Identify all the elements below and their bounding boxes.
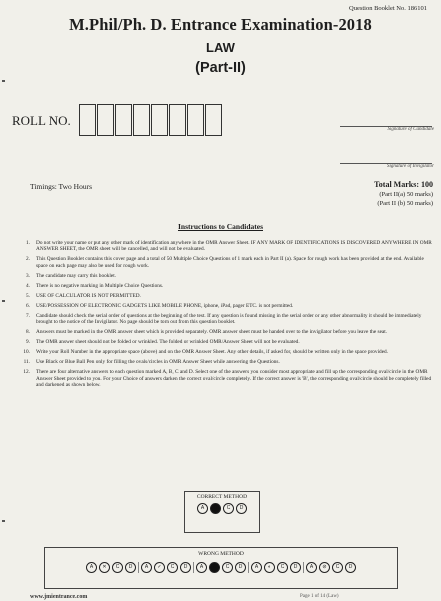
instruction-number: 9. xyxy=(26,339,30,346)
instruction-number: 6. xyxy=(26,302,30,309)
wrong-example-bubble: C xyxy=(222,562,233,573)
instruction-number: 8. xyxy=(26,329,30,336)
instruction-text: There is no negative marking in Multiple Choice Questions. xyxy=(36,282,164,289)
answer-bubble-d: D xyxy=(236,503,247,514)
instruction-number: 7. xyxy=(26,312,30,319)
wrong-example-bubble: C xyxy=(112,562,123,573)
instruction-text: This Question Booklet contains this cover page and a total of 50 Multiple Choice Questions of 1 mark each in Part II (a). Space for rough work has been provided at the end. Available space on each page may also be used for rough work. xyxy=(36,256,424,269)
instruction-item xyxy=(14,240,435,253)
wrong-example-bubble: A xyxy=(141,562,152,573)
roll-digit-box[interactable] xyxy=(115,104,132,136)
correct-method-bubbles xyxy=(185,503,259,514)
instruction-number: 12. xyxy=(23,369,30,376)
instruction-item xyxy=(14,313,435,326)
answer-bubble-a: A xyxy=(197,503,208,514)
instruction-item xyxy=(14,283,435,289)
wrong-example-group xyxy=(249,562,304,573)
footer-website-link[interactable]: www.jmientrance.com xyxy=(30,594,88,600)
wrong-example-bubble: A xyxy=(306,562,317,573)
wrong-example-bubble: A xyxy=(251,562,262,573)
wrong-example-bubble: A xyxy=(86,562,97,573)
wrong-example-bubble: ◐ xyxy=(264,562,275,573)
instruction-number: 2. xyxy=(26,256,30,263)
wrong-example-bubble: A xyxy=(196,562,207,573)
wrong-example-bubble: D xyxy=(180,562,191,573)
wrong-example-bubble: D xyxy=(235,562,246,573)
wrong-example-bubble: ● xyxy=(209,562,220,573)
roll-digit-box[interactable] xyxy=(151,104,168,136)
part-a-marks: (Part II(a) 50 marks) xyxy=(379,191,433,198)
instruction-number: 5. xyxy=(26,292,30,299)
wrong-method-title: WRONG METHOD xyxy=(198,551,244,557)
wrong-example-bubble: D xyxy=(345,562,356,573)
answer-bubble-b: B xyxy=(210,503,221,514)
wrong-example-bubble: C xyxy=(167,562,178,573)
wrong-example-bubble: C xyxy=(277,562,288,573)
wrong-example-group xyxy=(304,562,358,573)
roll-digit-box[interactable] xyxy=(205,104,222,136)
instruction-item xyxy=(14,369,435,388)
wrong-example-bubble: D xyxy=(125,562,136,573)
subject-title: LAW xyxy=(206,40,235,55)
roll-number-label: ROLL NO. xyxy=(12,113,71,128)
booklet-number: Question Booklet No. 186101 xyxy=(349,5,427,12)
margin-mark xyxy=(2,520,5,522)
instruction-text: USE OF CALCULATOR IS NOT PERMITTED. xyxy=(36,292,141,299)
wrong-example-bubble: ✕ xyxy=(99,562,110,573)
wrong-example-bubble: ✓ xyxy=(154,562,165,573)
correct-method-box xyxy=(184,491,260,533)
candidate-signature-label: Signature of Candidate xyxy=(387,127,434,132)
roll-number-boxes[interactable] xyxy=(79,104,223,136)
wrong-example-group xyxy=(139,562,194,573)
instruction-text: Answers must be marked in the OMR answer sheet which is provided separately. OMR answer sheet must be handed over to the invigilator before you leave the seat. xyxy=(36,329,388,336)
roll-digit-box[interactable] xyxy=(79,104,96,136)
instruction-number: 1. xyxy=(26,240,30,246)
instruction-item xyxy=(14,303,435,309)
margin-mark xyxy=(2,80,5,82)
instructions-heading: Instructions to Candidates xyxy=(177,222,263,231)
margin-mark xyxy=(2,300,5,302)
instruction-item xyxy=(14,293,435,299)
wrong-method-box xyxy=(44,547,398,589)
instruction-text: The candidate may carry this booklet. xyxy=(36,272,117,279)
part-title: (Part-II) xyxy=(195,60,246,76)
wrong-method-examples xyxy=(45,562,397,573)
roll-digit-box[interactable] xyxy=(169,104,186,136)
correct-method-title: CORRECT METHOD xyxy=(196,494,248,500)
wrong-example-group xyxy=(194,562,249,573)
roll-digit-box[interactable] xyxy=(133,104,150,136)
timing-text: Timings: Two Hours xyxy=(30,182,92,191)
instruction-item xyxy=(14,273,435,279)
wrong-example-bubble: ⊘ xyxy=(319,562,330,573)
instruction-text: USE/POSSESSION OF ELECTRONIC GADGETS LIKE MOBILE PHONE, iphone, iPad, pager ETC. is not permitted. xyxy=(36,302,294,309)
instruction-item xyxy=(14,329,435,335)
instruction-text: Write your Roll Number in the appropriate space (above) and on the OMR Answer Sheet. Any other details, if asked for, should be written only in the space provided. xyxy=(36,349,389,356)
instruction-number: 4. xyxy=(26,282,30,289)
instruction-number: 3. xyxy=(26,272,30,279)
instruction-item xyxy=(14,349,435,355)
instruction-number: 11. xyxy=(23,359,30,366)
instruction-text: There are four alternative answers to each question marked A, B, C and D. Select one of the answers you consider most appropriate and fill up the corresponding oval/circle in the OMR Answer Sheet provided to you. For your Choice of answers darken the correct oval/circle completely. If the correct answer is 'B', the corresponding oval/circle should be completely filled and darkened as shown below. xyxy=(36,369,432,389)
instruction-number: 10. xyxy=(23,349,30,356)
total-marks: Total Marks: 100 xyxy=(374,180,433,189)
wrong-example-group xyxy=(84,562,139,573)
instruction-item xyxy=(14,256,435,269)
instructions-list xyxy=(14,240,435,392)
instruction-text: The OMR answer sheet should not be folded or wrinkled. The folded or wrinkled OMR/Answer Sheet will not be evaluated. xyxy=(36,339,300,346)
instruction-text: Do not write your name or put any other mark of identification anywhere in the OMR Answer Sheet. IF ANY MARK OF IDENTIFICATIONS IS DISCOVERED ANYWHERE IN OMR ANSWER SHEET, the OMR sheet will be cancelled, and will not be evaluated. xyxy=(36,240,432,253)
roll-digit-box[interactable] xyxy=(187,104,204,136)
instruction-item xyxy=(14,359,435,365)
wrong-example-bubble: C xyxy=(332,562,343,573)
wrong-example-bubble: D xyxy=(290,562,301,573)
roll-digit-box[interactable] xyxy=(97,104,114,136)
instruction-text: Candidate should check the serial order of questions at the beginning of the test. If any question is found missing in the serial order or any other abnormality it should be immediately brought to the notice of the Invigilator. No page should be torn out from this question booklet. xyxy=(36,312,422,326)
instruction-item xyxy=(14,339,435,345)
exam-title: M.Phil/Ph. D. Entrance Examination-2018 xyxy=(69,15,372,34)
answer-bubble-c: C xyxy=(223,503,234,514)
footer-page-number: Page 1 of 14 (Law) xyxy=(300,594,339,599)
part-b-marks: (Part II (b) 50 marks) xyxy=(377,200,433,207)
instruction-text: Use Black or Blue Ball Pen only for filling the ovals/circles in OMR Answer Sheet while answering the Questions. xyxy=(36,359,280,366)
invigilator-signature-label: Signature of Invigilator xyxy=(386,164,434,169)
